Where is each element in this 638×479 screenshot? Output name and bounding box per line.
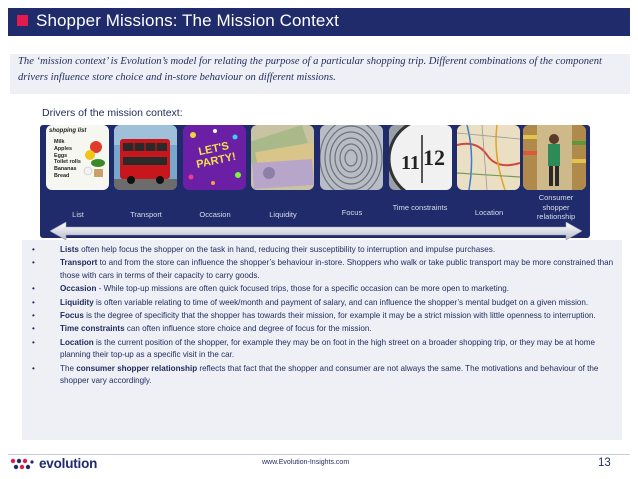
title-accent-square: [17, 15, 28, 26]
shopping-list-image: [46, 125, 109, 190]
shopping-list-item: Toilet rolls: [54, 159, 81, 166]
drivers-heading: Drivers of the mission context:: [42, 107, 183, 119]
bullet-liquidity: • Liquidity is often variable relating to time of week/month and payment of salary, and can influence the shopper’s mental budget on a given mission.: [30, 297, 620, 309]
driver-label-location: Location: [474, 208, 504, 217]
shopping-list-heading: shopping list: [49, 128, 87, 134]
page-number: 13: [598, 457, 611, 469]
map-image: [457, 125, 520, 190]
intro-box: [10, 54, 630, 94]
footer-divider: [8, 454, 630, 455]
driver-label-occasion: Occasion: [199, 210, 231, 219]
shopping-list-item: Apples: [54, 145, 72, 152]
shopping-list-item: Bread: [54, 172, 70, 179]
slide-title: Shopper Missions: The Mission Context: [36, 11, 339, 30]
shopper-icon: [523, 125, 586, 190]
produce-icon: [46, 125, 109, 190]
bullet-consumer-shopper-relationship: • The consumer shopper relationship reflects that fact that the shopper and consumer are not always the same. The motivations and behaviour of the shopper vary accordingly.: [30, 363, 620, 388]
double-arrow: [50, 222, 582, 240]
fingerprint-image: [320, 125, 383, 190]
bullet-focus: • Focus is the degree of specificity that the shopper has towards their mission, for example it may be a strict mission with little openness to interruption.: [30, 310, 620, 322]
bullet-lists: • Lists often help focus the shopper on the task in hand, reducing their susceptibility to interruption and impulse purchases.: [30, 244, 620, 256]
party-image: [183, 125, 246, 190]
logo-dots-icon: [10, 457, 36, 471]
bullet-time-constraints: • Time constraints can often influence store choice and degree of focus for the mission.: [30, 323, 620, 335]
fingerprint-icon: [320, 125, 383, 190]
map-icon: [457, 125, 520, 190]
bus-icon: [114, 125, 177, 190]
bus-image: [114, 125, 177, 190]
logo-wordmark: evolution: [39, 456, 98, 471]
svg-text:12: 12: [423, 145, 445, 170]
banknotes-icon: [251, 125, 314, 190]
driver-label-transport: Transport: [130, 210, 162, 219]
footer-url[interactable]: www.Evolution-Insights.com: [262, 459, 350, 466]
shopping-list-item: Eggs: [54, 152, 68, 159]
intro-text: The ‘mission context’ is Evolution’s model for relating the purpose of a particular shopping trip. Different combinations of the component drivers influence store choice and in-store behaviour on different missions.: [18, 56, 602, 83]
driver-label-consumer-shopper-relationship: Consumer shopper relationship: [536, 193, 576, 221]
driver-label-focus: Focus: [341, 208, 363, 217]
clock-icon: [389, 125, 452, 190]
shopping-list-item: Bananas: [54, 166, 77, 173]
shopping-list-item: Milk: [54, 139, 65, 145]
bullet-location: • Location is the current position of the shopper, for example they may be on foot in the high street on a broader shopping trip, or they may be at home planning their top-up as a specific visit in the car.: [30, 337, 620, 362]
banknotes-image: [251, 125, 314, 190]
shopper-image: [523, 125, 586, 190]
evolution-logo: [10, 456, 97, 471]
svg-text:11: 11: [401, 152, 420, 174]
party-text: LET'S PARTY!: [195, 140, 238, 171]
driver-label-list: List: [72, 210, 84, 219]
bullet-occasion: • Occasion - While top-up missions are often quick focused trips, those for a specific occasion can be more open to marketing.: [30, 283, 620, 295]
bullet-list: [30, 244, 620, 388]
driver-label-liquidity: Liquidity: [269, 210, 297, 219]
driver-label-time-constraints: Time constraints: [392, 203, 448, 212]
bullet-transport: • Transport to and from the store can influence the shopper’s behaviour in-store. Shoppers who walk or take public transport may be more constrained than those with cars in terms of their capacity to carry goods.: [30, 257, 620, 282]
clock-image: [389, 125, 452, 190]
